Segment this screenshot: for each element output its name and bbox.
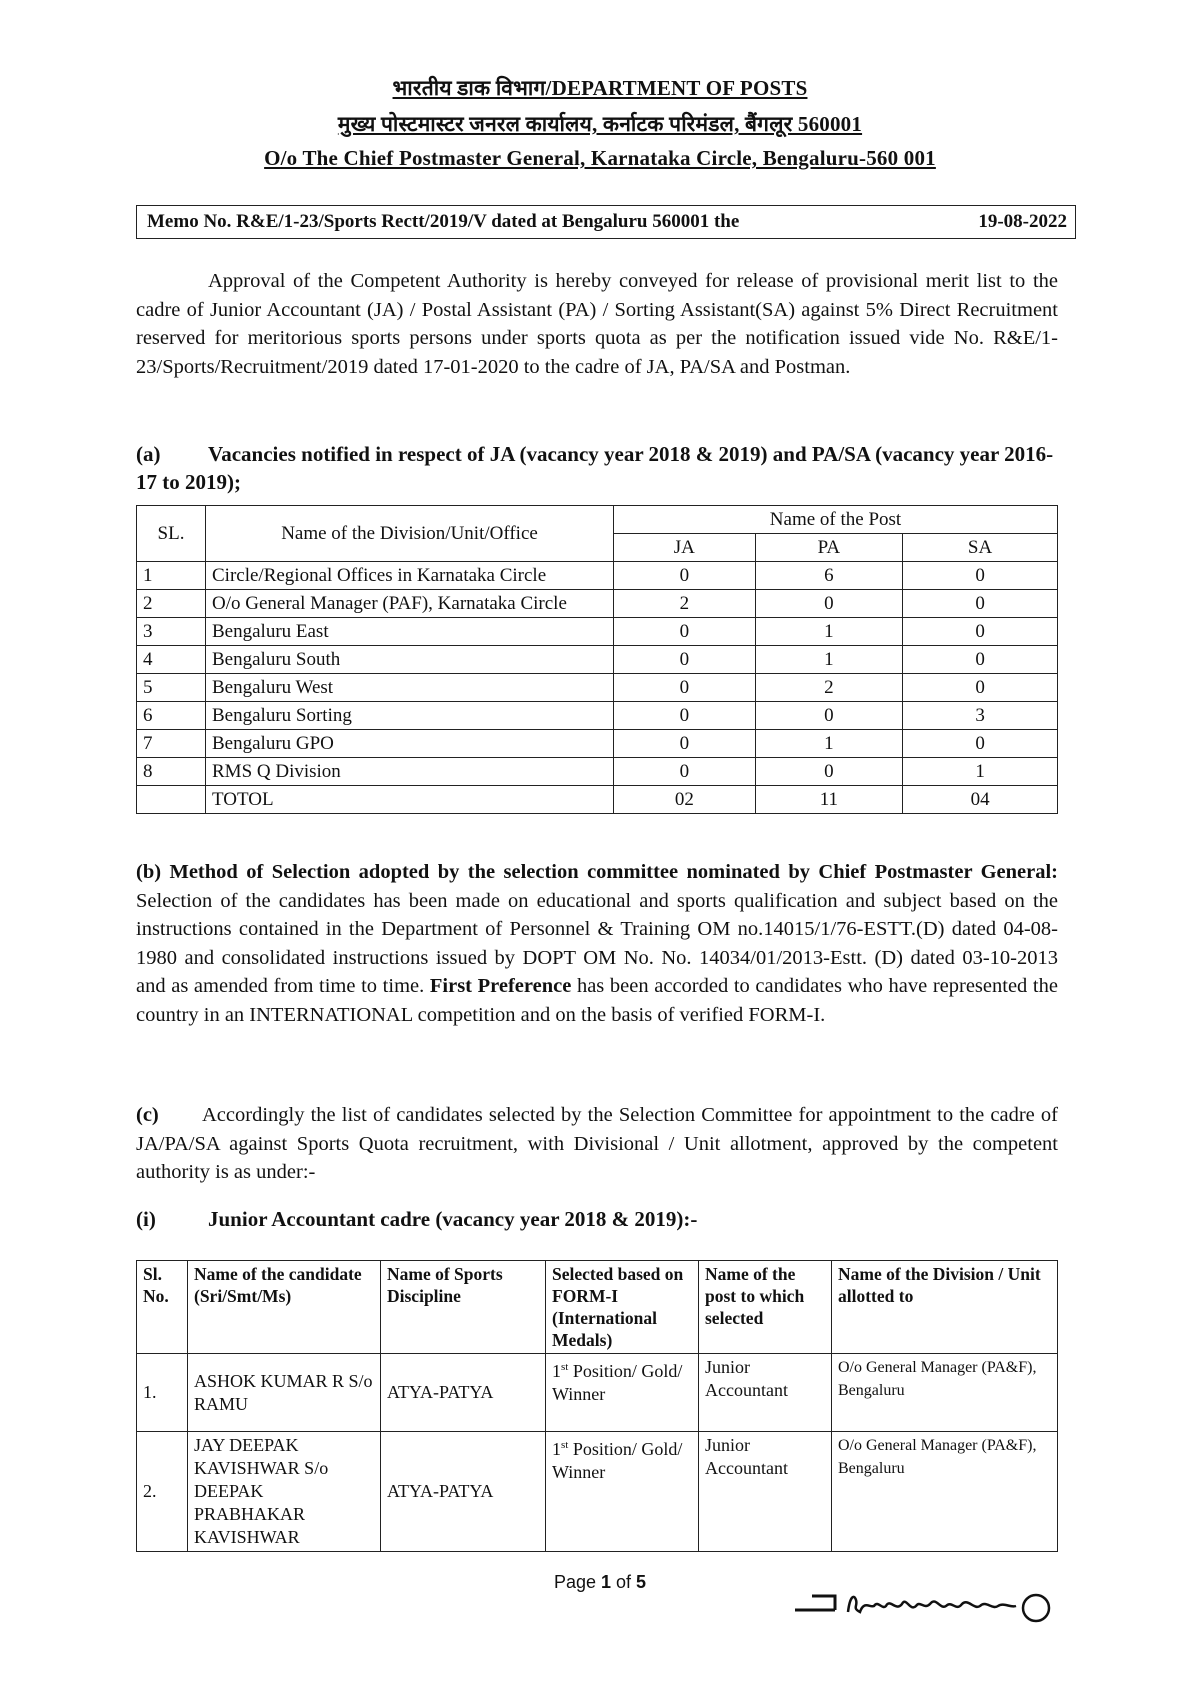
cell-division: Circle/Regional Offices in Karnataka Circle	[206, 562, 614, 590]
table-total-row	[137, 786, 1058, 814]
table-row	[137, 674, 1058, 702]
position-number: 1	[552, 1361, 561, 1381]
cell-pa-total: 11	[755, 786, 903, 814]
cell-ja-total: 02	[614, 786, 756, 814]
table-row	[137, 618, 1058, 646]
table-row	[137, 646, 1058, 674]
col-post-selected: Name of the post to which selected	[699, 1261, 832, 1354]
cell-pa: 1	[755, 618, 903, 646]
cell-total-label: TOTOL	[206, 786, 614, 814]
col-sl: SL.	[137, 506, 206, 562]
memo-box	[136, 205, 1076, 239]
memo-date: 19-08-2022	[978, 211, 1067, 232]
section-i-label: (i)	[136, 1207, 156, 1231]
cell-sl	[137, 786, 206, 814]
table-row	[137, 590, 1058, 618]
cell-pa: 2	[755, 674, 903, 702]
cell-sl: 1	[137, 562, 206, 590]
cell-division-allotted: O/o General Manager (PA&F), Bengaluru	[832, 1354, 1058, 1432]
col-sa: SA	[903, 534, 1058, 562]
cell-ja: 2	[614, 590, 756, 618]
cell-sports-discipline: ATYA-PATYA	[381, 1354, 546, 1432]
cell-sl: 8	[137, 758, 206, 786]
section-b-text-1: Selection of the candidates has been made on educational and sports qualification and subject based on the instructions contained in the Department of Personnel & Training OM no.14015/1/76-ESTT.(D) dated 04-08-1980 and consolidated instructions issued by DOPT OM No. No. 14034/01/2013-Estt. (D) dated 03-10-2013 and as amended from time to time.	[136, 889, 1058, 997]
section-i-heading	[136, 1207, 697, 1232]
cell-post-selected: Junior Accountant	[699, 1432, 832, 1552]
cell-pa: 0	[755, 590, 903, 618]
cell-sl: 7	[137, 730, 206, 758]
section-b-text-2: has been accorded to candidates who have represented the country in an INTERNATIONAL competition and on the basis of verified FORM-I.	[136, 975, 1058, 1026]
section-c-paragraph	[136, 1101, 1058, 1187]
cell-division: Bengaluru Sorting	[206, 702, 614, 730]
cell-pa: 1	[755, 730, 903, 758]
cell-sa: 0	[903, 590, 1058, 618]
cell-sa-total: 04	[903, 786, 1058, 814]
candidate-table	[136, 1260, 1058, 1552]
section-b-first-preference: First Preference	[429, 975, 572, 997]
position-suffix: st	[561, 1361, 569, 1373]
vacancy-table	[136, 505, 1058, 814]
cell-sa: 0	[903, 674, 1058, 702]
table-row	[137, 702, 1058, 730]
cell-division: O/o General Manager (PAF), Karnataka Circle	[206, 590, 614, 618]
cell-candidate-name: JAY DEEPAK KAVISHWAR S/o DEEPAK PRABHAKAR KAVISHWAR	[188, 1432, 381, 1552]
col-candidate-name: Name of the candidate (Sri/Smt/Ms)	[188, 1261, 381, 1354]
cell-sl: 3	[137, 618, 206, 646]
cell-ja: 0	[614, 702, 756, 730]
cell-division: RMS Q Division	[206, 758, 614, 786]
page-mid: of	[611, 1572, 637, 1592]
page-prefix: Page	[553, 1572, 601, 1592]
section-c-text: Accordingly the list of candidates selected by the Selection Committee for appointment to the cadre of JA/PA/SA against Sports Quota recruitment, with Divisional / Unit allotment, approved by the competent authority is as under:-	[136, 1104, 1058, 1183]
cell-sa: 3	[903, 702, 1058, 730]
intro-paragraph: Approval of the Competent Authority is hereby conveyed for release of provisional merit list to the cadre of Junior Accountant (JA) / Postal Assistant (PA) / Sorting Assistant(SA) against 5% Direct Recruitment reserved for meritorious sports persons under sports quota as per the notification issued vide No. R&E/1-23/Sports/Recruitment/2019 dated 17-01-2020 to the cadre of JA, PA/SA and Postman.	[136, 270, 1058, 378]
cell-sa: 0	[903, 646, 1058, 674]
table-row	[137, 758, 1058, 786]
cell-division: Bengaluru West	[206, 674, 614, 702]
cell-division: Bengaluru GPO	[206, 730, 614, 758]
section-a-title: Vacancies notified in respect of JA (vacancy year 2018 & 2019) and PA/SA (vacancy year 2016-17 to 2019);	[136, 442, 1054, 494]
section-b-paragraph	[136, 858, 1058, 1029]
section-i-title: Junior Accountant cadre (vacancy year 2018 & 2019):-	[208, 1207, 698, 1231]
cell-pa: 0	[755, 702, 903, 730]
header-department: भारतीय डाक विभाग/DEPARTMENT OF POSTS	[392, 76, 808, 100]
cell-ja: 0	[614, 730, 756, 758]
position-text: Position/ Gold/ Winner	[552, 1361, 683, 1404]
col-sl-no: Sl. No.	[137, 1261, 188, 1354]
cell-division: Bengaluru East	[206, 618, 614, 646]
cell-division-allotted: O/o General Manager (PA&F), Bengaluru	[832, 1432, 1058, 1552]
cell-ja: 0	[614, 618, 756, 646]
col-ja: JA	[614, 534, 756, 562]
cell-pa: 1	[755, 646, 903, 674]
col-pa: PA	[755, 534, 903, 562]
cell-sports-discipline: ATYA-PATYA	[381, 1432, 546, 1552]
cell-sa: 0	[903, 618, 1058, 646]
section-c-label: (c)	[136, 1104, 159, 1126]
header-office-english: O/o The Chief Postmaster General, Karnataka Circle, Bengaluru-560 001	[264, 146, 936, 170]
col-division-allotted: Name of the Division / Unit allotted to	[832, 1261, 1058, 1354]
table-row	[137, 562, 1058, 590]
page-total: 5	[636, 1572, 647, 1592]
cell-pa: 0	[755, 758, 903, 786]
table-row	[137, 1354, 1058, 1432]
page-current: 1	[601, 1572, 612, 1592]
position-suffix: st	[561, 1439, 569, 1451]
header-office-hindi: मुख्य पोस्टमास्टर जनरल कार्यालय, कर्नाटक परिमंडल, बैंगलूर 560001	[337, 112, 863, 136]
cell-selection-basis	[546, 1432, 699, 1552]
cell-post-selected: Junior Accountant	[699, 1354, 832, 1432]
cell-sl: 6	[137, 702, 206, 730]
cell-sl: 2	[137, 590, 206, 618]
cell-sa: 0	[903, 562, 1058, 590]
signature-icon	[790, 1586, 1080, 1626]
cell-ja: 0	[614, 758, 756, 786]
col-post-group: Name of the Post	[614, 506, 1058, 534]
cell-ja: 0	[614, 646, 756, 674]
cell-sl-no: 2.	[137, 1432, 188, 1552]
cell-selection-basis	[546, 1354, 699, 1432]
cell-candidate-name: ASHOK KUMAR R S/o RAMU	[188, 1354, 381, 1432]
cell-ja: 0	[614, 562, 756, 590]
col-sports-discipline: Name of Sports Discipline	[381, 1261, 546, 1354]
cell-division: Bengaluru South	[206, 646, 614, 674]
table-row	[137, 1432, 1058, 1552]
cell-sl: 4	[137, 646, 206, 674]
cell-ja: 0	[614, 674, 756, 702]
position-text: Position/ Gold/ Winner	[552, 1439, 683, 1482]
position-number: 1	[552, 1439, 561, 1459]
cell-pa: 6	[755, 562, 903, 590]
section-b-heading: (b) Method of Selection adopted by the selection committee nominated by Chief Postmaster General:	[136, 861, 1058, 883]
col-selection-basis: Selected based on FORM-I (International Medals)	[546, 1261, 699, 1354]
memo-number: Memo No. R&E/1-23/Sports Rectt/2019/V dated at Bengaluru 560001 the	[147, 211, 740, 232]
section-a-label: (a)	[136, 442, 161, 466]
table-row	[137, 730, 1058, 758]
col-division: Name of the Division/Unit/Office	[206, 506, 614, 562]
cell-sa: 1	[903, 758, 1058, 786]
section-a-heading	[136, 440, 1058, 496]
cell-sl: 5	[137, 674, 206, 702]
cell-sl-no: 1.	[137, 1354, 188, 1432]
cell-sa: 0	[903, 730, 1058, 758]
